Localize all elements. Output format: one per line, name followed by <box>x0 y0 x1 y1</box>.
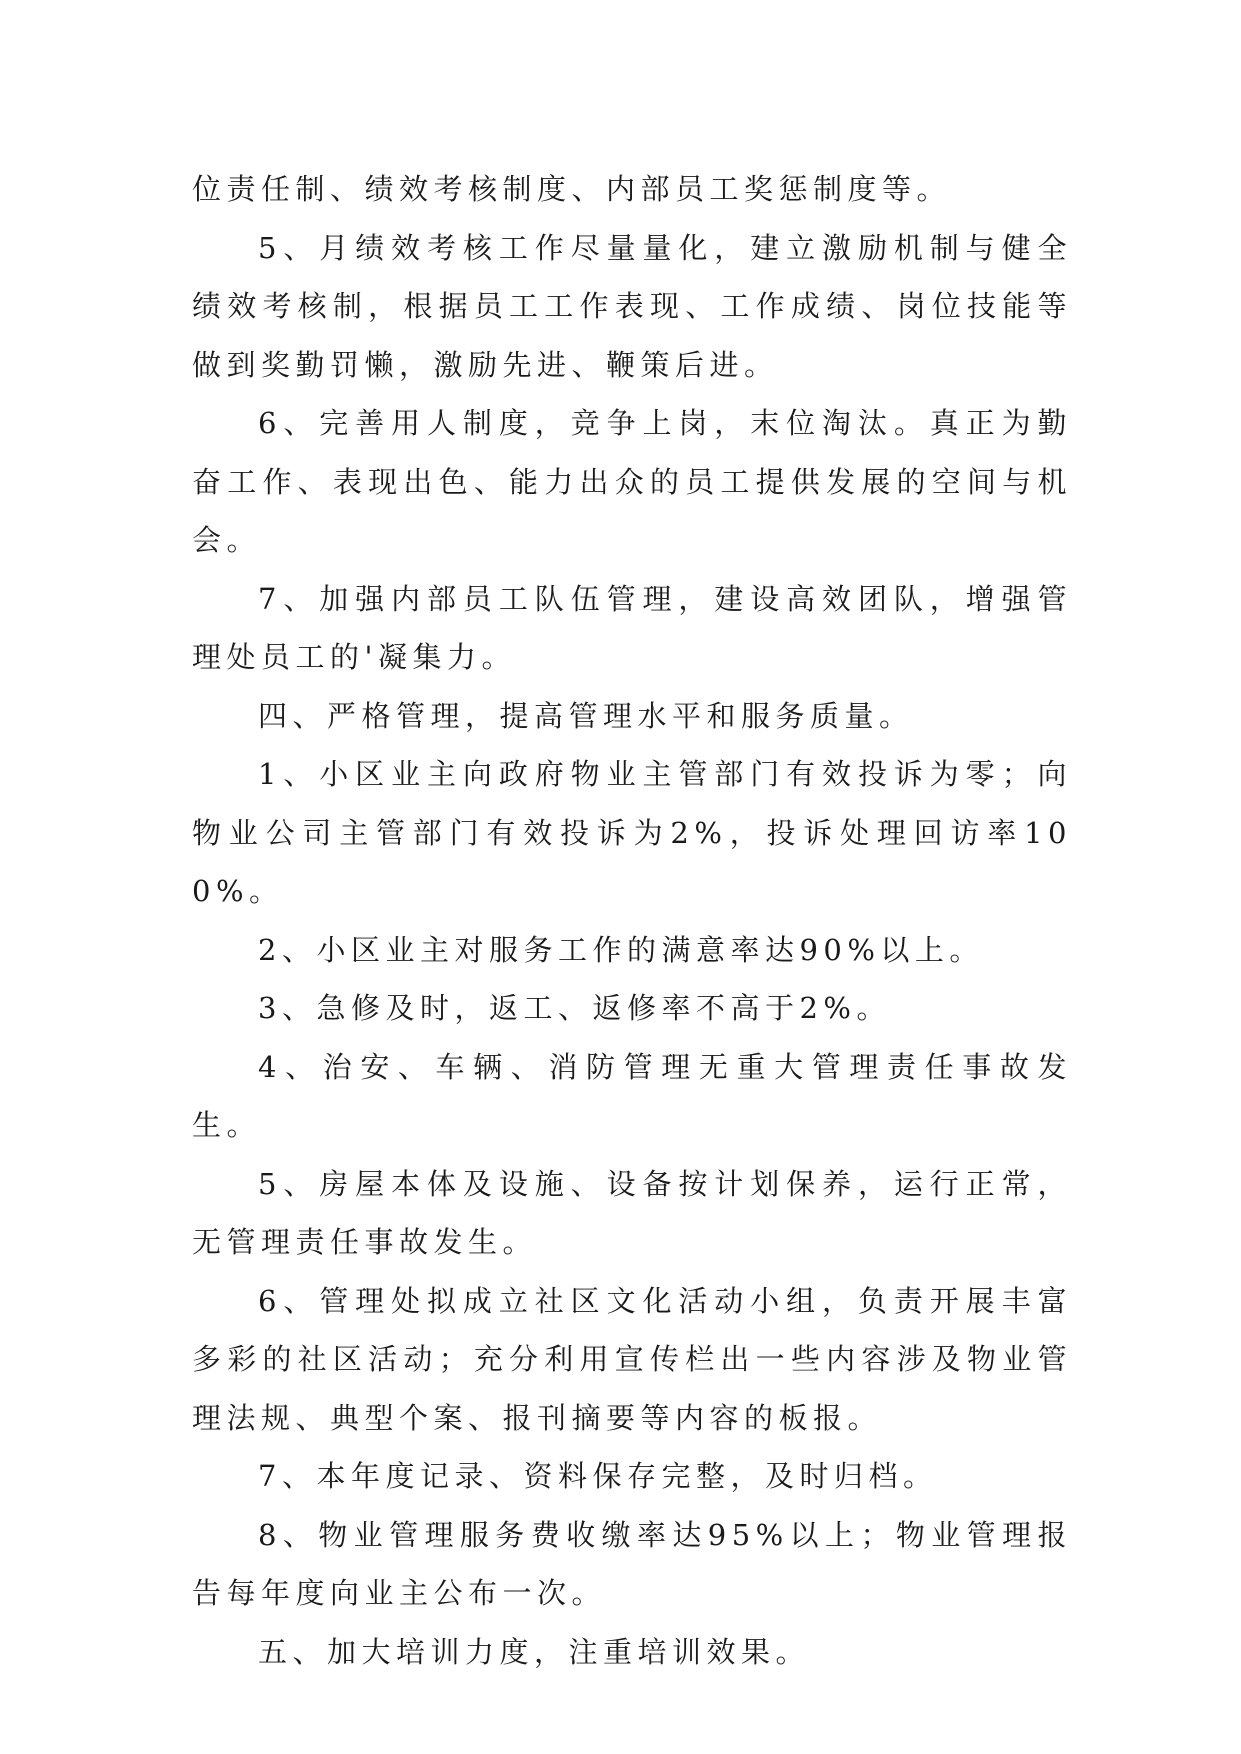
section-heading-4: 四、严格管理，提高管理水平和服务质量。 <box>258 698 914 733</box>
paragraph-6: 1、小区业主向政府物业主管部门有效投诉为零；向物业公司主管部门有效投诉为2%，投诉处理回访率100%。 <box>192 757 1072 908</box>
paragraph-13: 8、物业管理服务费收缴率达95%以上；物业管理报告每年度向业主公布一次。 <box>192 1517 1072 1610</box>
paragraph-2: 5、月绩效考核工作尽量量化，建立激励机制与健全绩效考核制，根据员工工作表现、工作成绩、岗位技能等做到奖勤罚懒，激励先进、鞭策后进。 <box>192 230 1072 382</box>
paragraph-12: 7、本年度记录、资料保存完整，及时归档。 <box>258 1459 938 1493</box>
paragraph-7: 2、小区业主对服务工作的满意率达90%以上。 <box>258 932 984 967</box>
paragraph-3: 6、完善用人制度，竞争上岗，末位淘汰。真正为勤奋工作、表现出色、能力出众的员工提供发展的空间与机会。 <box>192 406 1072 557</box>
paragraph-4: 7、加强内部员工队伍管理，建设高效团队，增强管理处员工的'凝集力。 <box>192 581 1072 674</box>
paragraph-10: 5、房屋本体及设施、设备按计划保养，运行正常，无管理责任事故发生。 <box>192 1166 1072 1259</box>
paragraph-11: 6、管理处拟成立社区文化活动小组，负责开展丰富多彩的社区活动；充分利用宣传栏出一些内容涉及物业管理法规、典型个案、报刊摘要等内容的板报。 <box>192 1283 1072 1435</box>
paragraph-9: 4、治安、车辆、消防管理无重大管理责任事故发生。 <box>192 1049 1072 1142</box>
paragraph-8: 3、急修及时，返工、返修率不高于2%。 <box>258 991 891 1025</box>
document-body <box>192 160 1072 1681</box>
section-heading-5: 五、加大培训力度，注重培训效果。 <box>258 1634 811 1669</box>
paragraph-1: 位责任制、绩效考核制度、内部员工奖惩制度等。 <box>192 172 952 206</box>
